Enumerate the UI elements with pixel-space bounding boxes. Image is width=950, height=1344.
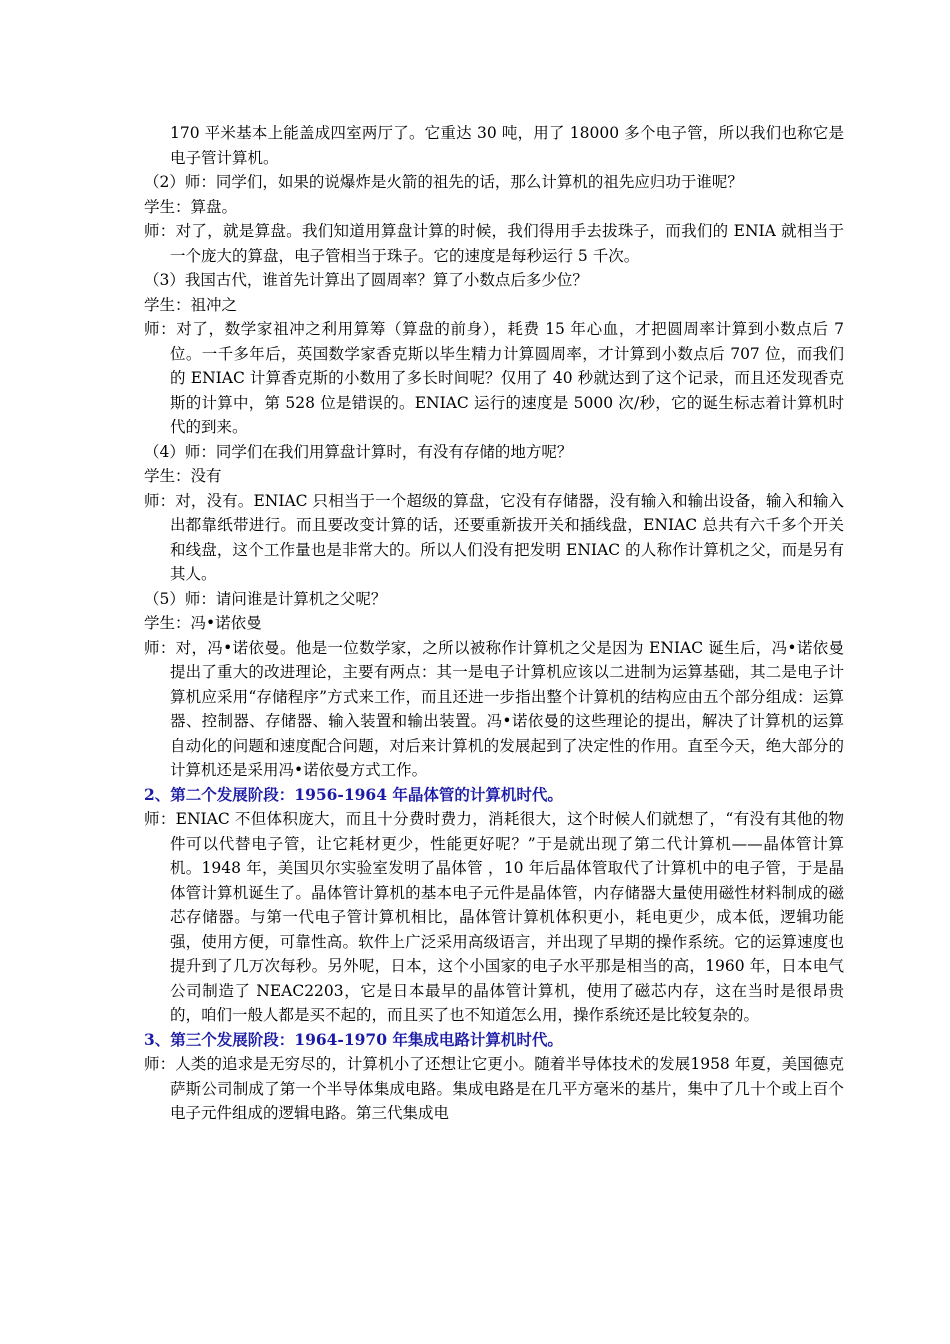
teacher-pi-explanation: 师：对了，数学家祖冲之利用算筹（算盘的前身），耗费 15 年心血，才把圆周率计算到小数点后 7 位。一千多年后，英国数学家香克斯以毕生精力计算圆周率，才计算到小数点后 707 位，而我们的 ENIAC 计算香克斯的小数用了多长时间呢？仅用了 40 秒就达到了这个记录，而且还发现香克斯的计算中，第 528 位是错误的。ENIAC 运行的速度是 5000 次/秒，它的诞生标志着计算机时代的到来。 xyxy=(144,320,844,436)
teacher-transistor-explanation: 师：ENIAC 不但体积庞大，而且十分费时费力，消耗很大，这个时候人们就想了，“有没有其他的物件可以代替电子管，让它耗材更少，性能更好呢？”于是就出现了第二代计算机——晶体管计算机。1948 年，美国贝尔实验室发明了晶体管 ，10 年后晶体管取代了计算机中的电子管，于是晶体管计算机诞生了。晶体管计算机的基本电子元件是晶体管，内存储器大量使用磁性材料制成的磁芯存储器。与第一代电子管计算机相比，晶体管计算机体积更小，耗电更少，成本低，逻辑功能强，使用方便，可靠性高。软件上广泛采用高级语言，并出现了早期的操作系统。它的运算速度也提升到了几万次每秒。另外呢，日本，这个小国家的电子水平那是相当的高，1960 年，日本电气公司制造了 NEAC2203，它是日本最早的晶体管计算机，使用了磁芯内存，这在当时是很昂贵的，咱们一般人都是买不起的，而且买了也不知道怎么用，操作系统还是比较复杂的。 xyxy=(144,810,844,1024)
document-page xyxy=(144,121,844,1126)
teacher-von-neumann-explanation: 师：对，冯•诺依曼。他是一位数学家，之所以被称作计算机之父是因为 ENIAC 诞生后，冯•诺依曼提出了重大的改进理论，主要有两点：其一是电子计算机应该以二进制为运算基础，其二是电子计算机应采用“存储程序”方式来工作，而且还进一步指出整个计算机的结构应由五个部分组成：运算器、控制器、存储器、输入装置和输出装置。冯•诺依曼的这些理论的提出，解决了计算机的运算自动化的问题和速度配合问题，对后来计算机的发展起到了决定性的作用。直至今天，绝大部分的计算机还是采用冯•诺依曼方式工作。 xyxy=(144,638,844,779)
teacher-abacus-explanation: 师：对了，就是算盘。我们知道用算盘计算的时候，我们得用手去拔珠子，而我们的 ENIA 就相当于一个庞大的算盘，电子管相当于珠子。它的速度是每秒运行 5 千次。 xyxy=(144,222,844,265)
teacher-ic-explanation: 师：人类的追求是无穷尽的，计算机小了还想让它更小。随着半导体技术的发展1958 年夏，美国德克萨斯公司制成了第一个半导体集成电路。集成电路是在几平方毫米的基片，集中了几十个或上百个电子元件组成的逻辑电路。第三代集成电 xyxy=(144,1055,844,1122)
paragraph-eniac-size: 170 平米基本上能盖成四室两厅了。它重达 30 吨，用了 18000 多个电子管，所以我们也称它是电子管计算机。 xyxy=(170,124,844,167)
teacher-storage-explanation: 师：对，没有。ENIAC 只相当于一个超级的算盘，它没有存储器，没有输入和输出设备，输入和输入出都靠纸带进行。而且要改变计算的话，还要重新拔开关和插线盘，ENIAC 总共有六千多个开关和线盘，这个工作量也是非常大的。所以人们没有把发明 ENIAC 的人称作计算机之父，而是另有其人。 xyxy=(144,491,844,583)
question-2: （2）师：同学们，如果的说爆炸是火箭的祖先的话，那么计算机的祖先应归功于谁呢？ xyxy=(144,173,743,191)
student-answer-von-neumann: 学生：冯•诺依曼 xyxy=(144,614,262,632)
student-answer-abacus: 学生：算盘。 xyxy=(144,197,238,216)
question-4: （4）师：同学们在我们用算盘计算时，有没有存储的地方呢？ xyxy=(144,442,573,461)
question-3: （3）我国古代，谁首先计算出了圆周率？算了小数点后多少位？ xyxy=(144,271,588,289)
section-heading-integrated-circuit: 3、第三个发展阶段：1964-1970 年集成电路计算机时代。 xyxy=(144,1029,563,1049)
student-answer-zu-chongzhi: 学生：祖冲之 xyxy=(144,295,238,314)
question-5: （5）师：请问谁是计算机之父呢？ xyxy=(144,589,387,608)
student-answer-none: 学生：没有 xyxy=(144,467,222,485)
section-heading-transistor: 2、第二个发展阶段：1956-1964 年晶体管的计算机时代。 xyxy=(144,784,563,804)
